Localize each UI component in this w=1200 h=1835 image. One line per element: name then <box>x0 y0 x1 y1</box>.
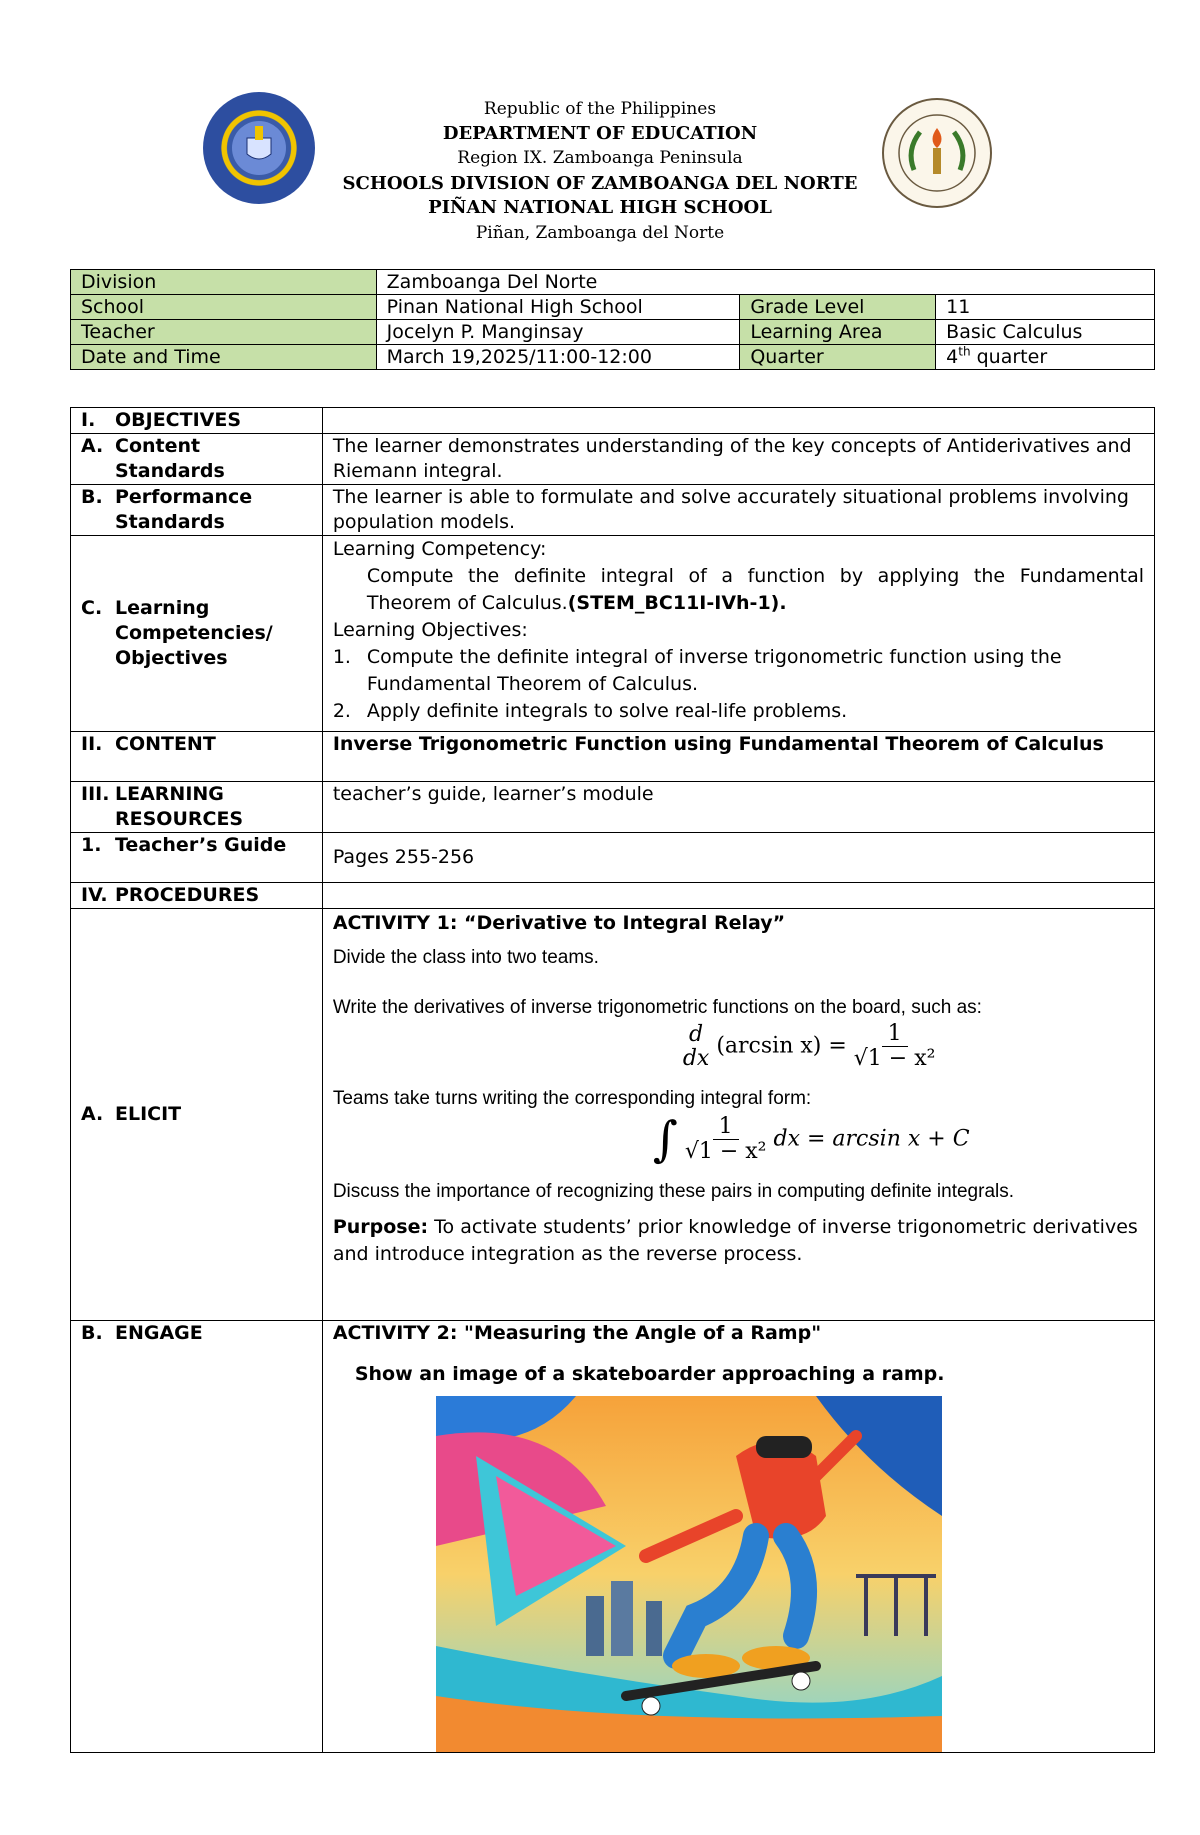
teachers-guide-label: 1. Teacher’s Guide <box>71 833 323 883</box>
procedures-blank <box>322 883 1154 909</box>
performance-standards-label: B. Performance Standards <box>71 485 323 536</box>
engage-label: B. ENGAGE <box>71 1321 323 1753</box>
info-table <box>70 269 1155 370</box>
resources-label: III. LEARNING RESOURCES <box>71 782 323 833</box>
objectives-blank <box>322 408 1154 434</box>
content-standards-text: The learner demonstrates understanding of the key concepts of Antiderivatives and Riemann integral. <box>322 434 1154 485</box>
performance-standards-text: The learner is able to formulate and solve accurately situational problems involving population models. <box>322 485 1154 536</box>
activity1-step3: Teams take turns writing the corresponding integral form: <box>332 1088 812 1109</box>
activity2-title: ACTIVITY 2: "Measuring the Angle of a Ramp" <box>332 1322 822 1344</box>
content-standards-label: A. Content Standards <box>71 434 323 485</box>
address-line: Piñan, Zamboanga del Norte <box>475 223 725 243</box>
activity1-screenshot <box>333 946 1144 1204</box>
grade-value: 11 <box>936 295 1155 320</box>
competency-heading: Learning Competency: <box>332 538 547 560</box>
school-value: Pinan National High School <box>376 295 740 320</box>
republic-line: Republic of the Philippines <box>483 99 717 119</box>
objective-item: 1. Compute the definite integral of inverse trigonometric function using the Fundamental Theorem of Calculus. <box>332 646 1062 695</box>
quarter-value: 4th quarter <box>936 345 1155 370</box>
department-line: DEPARTMENT OF EDUCATION <box>442 123 758 144</box>
date-label: Date and Time <box>71 345 377 370</box>
date-value: March 19,2025/11:00-12:00 <box>376 345 740 370</box>
objective-item: 2. Apply definite integrals to solve real-life problems. <box>332 700 848 722</box>
purpose-text: Purpose: To activate students’ prior knowledge of inverse trigonometric derivatives and introduce integration as the reverse process. <box>332 1216 1138 1265</box>
competencies-label: C. Learning Competencies/ Objectives <box>71 536 323 732</box>
activity1-title: ACTIVITY 1: “Derivative to Integral Relay” <box>332 912 786 934</box>
school-name-line: PIÑAN NATIONAL HIGH SCHOOL <box>428 197 772 218</box>
grade-label: Grade Level <box>740 295 936 320</box>
area-value: Basic Calculus <box>936 320 1155 345</box>
school-label: School <box>71 295 377 320</box>
activity2-instruction: Show an image of a skateboarder approaching a ramp. <box>354 1363 945 1385</box>
competency-text: Compute the definite integral of a function by applying the Fundamental Theorem of Calculus.(STEM_BC11I-IVh-1). <box>366 565 1144 614</box>
lesson-plan-table <box>70 407 1155 1753</box>
objectives-subheading: Learning Objectives: <box>332 619 528 641</box>
quarter-label: Quarter <box>740 345 936 370</box>
elicit-label: A. ELICIT <box>71 909 323 1321</box>
engage-cell <box>322 1321 1154 1753</box>
division-value: Zamboanga Del Norte <box>376 270 1154 295</box>
objectives-heading: I. OBJECTIVES <box>71 408 323 434</box>
activity1-step1: Divide the class into two teams. <box>332 947 599 968</box>
region-line: Region IX. Zamboanga Peninsula <box>457 148 743 168</box>
division-office-line: SCHOOLS DIVISION OF ZAMBOANGA DEL NORTE <box>342 173 858 194</box>
content-text: Inverse Trigonometric Function using Fundamental Theorem of Calculus <box>322 732 1154 782</box>
activity1-step4: Discuss the importance of recognizing these pairs in computing definite integrals. <box>332 1181 1015 1202</box>
teachers-guide-pages: Pages 255-256 <box>322 833 1154 883</box>
derivative-formula: d dx (arcsin x) = $\frac{1}{\text{√1 − x²}}$ <box>682 1021 936 1071</box>
division-label: Division <box>71 270 377 295</box>
procedures-heading: IV. PROCEDURES <box>71 883 323 909</box>
competencies-cell <box>322 536 1154 732</box>
area-label: Learning Area <box>740 320 936 345</box>
content-label: II. CONTENT <box>71 732 323 782</box>
resources-text: teacher’s guide, learner’s module <box>322 782 1154 833</box>
teacher-label: Teacher <box>71 320 377 345</box>
integral-formula: ∫ $\frac{1}{\text{√1 − x²}}$ dx = arcsin x + C <box>652 1111 970 1168</box>
teacher-value: Jocelyn P. Manginsay <box>376 320 740 345</box>
activity1-step2: Write the derivatives of inverse trigonometric functions on the board, such as: <box>332 997 982 1018</box>
skateboarder-illustration <box>436 1396 942 1752</box>
elicit-cell <box>322 909 1154 1321</box>
